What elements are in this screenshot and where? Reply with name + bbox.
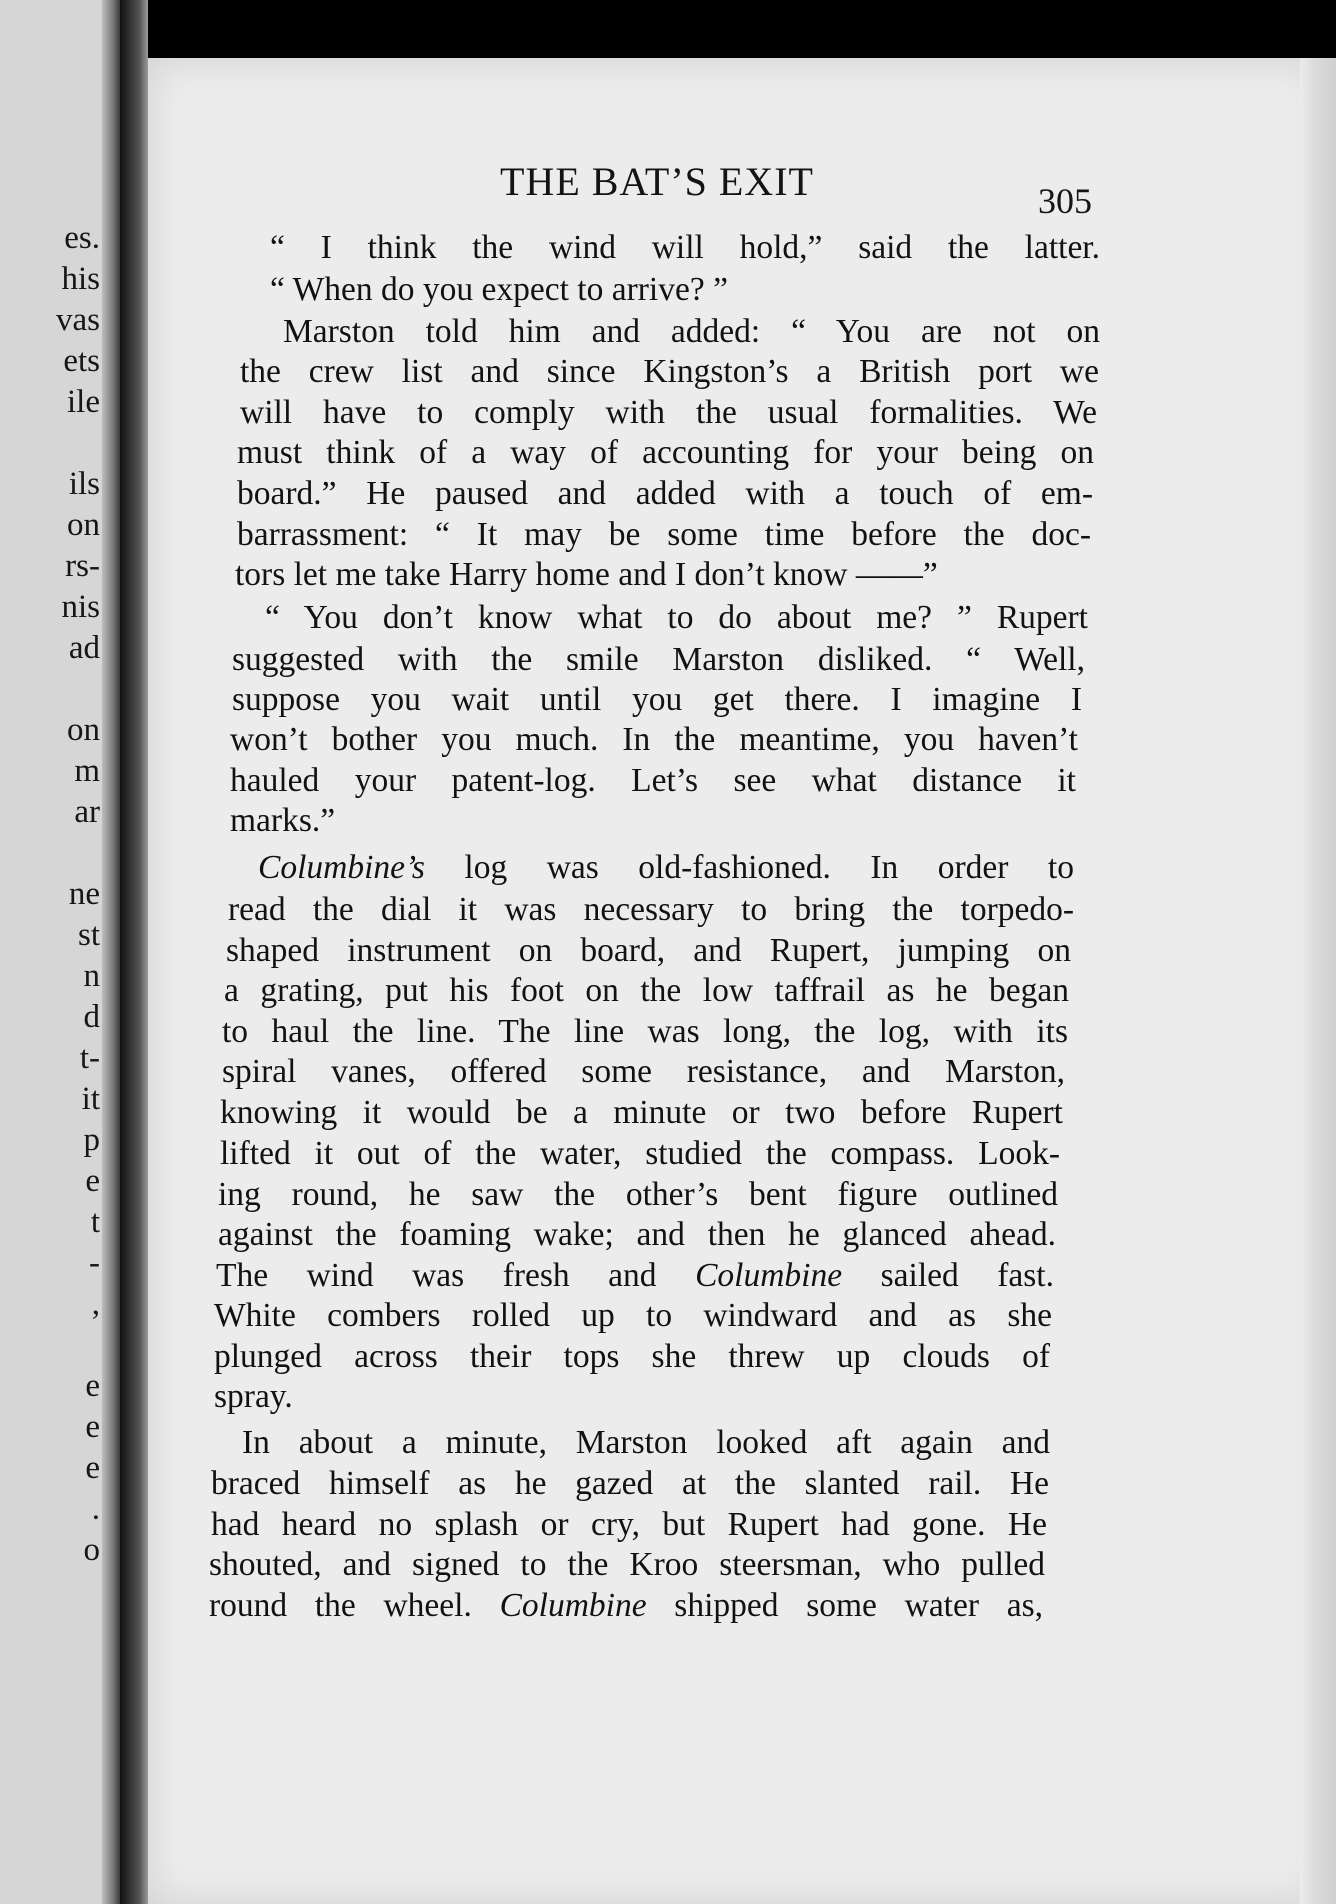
text-line: “ When do you expect to arrive? ” [270,271,728,308]
text-line: White combers rolled up to windward and as she [214,1297,1052,1334]
page-number: 305 [1038,181,1092,221]
facing-page-fragment: e [85,1368,100,1404]
facing-page-fragment: st [77,917,100,953]
text-line: lifted it out of the water, studied the compass. Look- [220,1135,1060,1172]
facing-page-fragment: rs- [65,548,100,584]
text-line: shouted, and signed to the Kroo steersman, who pulled [209,1546,1045,1583]
facing-page-fragment: nis [61,589,100,625]
facing-page-fragment: m [74,753,100,789]
text-line: will have to comply with the usual formalities. We [240,394,1097,431]
facing-page-fragment: ets [63,343,100,379]
facing-page-fragment: ils [68,466,100,502]
text-line: The wind was fresh and Columbine sailed fast. [216,1257,1054,1294]
text-line: board.” He paused and added with a touch of em- [237,475,1093,512]
facing-page-fragment: e [85,1409,100,1445]
text-line: In about a minute, Marston looked aft again and [242,1424,1050,1461]
text-line: “ I think the wind will hold,” said the latter. [270,229,1100,266]
facing-page-fragment: ne [68,876,100,912]
text-line: ing round, he saw the other’s bent figure outlined [218,1176,1058,1213]
text-line: must think of a way of accounting for your being on [237,434,1094,471]
text-line: suggested with the smile Marston disliked. “ Well, [232,641,1085,678]
text-line: marks.” [230,802,336,839]
text-line: spray. [214,1378,293,1415]
facing-page-fragment: . [91,1491,100,1527]
text-line: round the wheel. Columbine shipped some water as, [209,1587,1043,1624]
text-line: read the dial it was necessary to bring the torpedo- [228,891,1074,928]
text-line: hauled your patent-log. Let’s see what distance it [230,762,1076,799]
facing-page-fragment: t- [79,1040,100,1076]
facing-page-fragment: e [85,1450,100,1486]
text-line: won’t bother you much. In the meantime, you haven’t [230,721,1078,758]
text-line: Marston told him and added: “ You are not on [283,313,1100,350]
running-title: THE BAT’S EXIT [500,159,814,204]
text-line: suppose you wait until you get there. I imagine I [232,681,1082,718]
text-line: braced himself as he gazed at the slanted rail. He [211,1465,1049,1502]
text-line: Columbine’s log was old-fashioned. In order to [258,849,1074,886]
text-line: to haul the line. The line was long, the log, with its [222,1013,1068,1050]
facing-page-fragment: t [90,1204,100,1240]
facing-page-fragment: on [67,507,100,543]
facing-page-fragment: , [91,1286,100,1322]
text-line: spiral vanes, offered some resistance, and Marston, [222,1053,1065,1090]
text-line: a grating, put his foot on the low taffrail as he began [224,972,1069,1009]
facing-page-fragment: it [81,1081,100,1117]
text-line: barrassment: “ It may be some time before the doc- [237,516,1091,553]
text-line: “ You don’t know what to do about me? ” Rupert [265,599,1088,636]
facing-page-fragment: his [61,261,100,297]
text-line: shaped instrument on board, and Rupert, jumping on [226,932,1071,969]
facing-page-fragment: - [89,1245,100,1281]
text-line: against the foaming wake; and then he glanced ahead. [218,1216,1056,1253]
text-line: knowing it would be a minute or two before Rupert [220,1094,1063,1131]
text-line: plunged across their tops she threw up clouds of [214,1338,1050,1375]
facing-page-fragment: d [83,999,100,1035]
facing-page-fragment: es. [64,220,100,256]
facing-page-fragment: e [85,1163,100,1199]
facing-page-fragment: p [83,1122,100,1158]
text-line: the crew list and since Kingston’s a British port we [240,353,1099,390]
facing-page-fragment: o [83,1532,100,1568]
facing-page-fragment: on [67,712,100,748]
text-line: had heard no splash or cry, but Rupert had gone. He [211,1506,1047,1543]
facing-page-fragment: ar [74,794,100,830]
facing-page-fragment: n [83,958,100,994]
facing-page-fragment: vas [56,302,100,338]
facing-page-fragment: ad [68,630,100,666]
text-line: tors let me take Harry home and I don’t know ——” [235,556,938,593]
facing-page-fragment: ile [67,384,100,420]
